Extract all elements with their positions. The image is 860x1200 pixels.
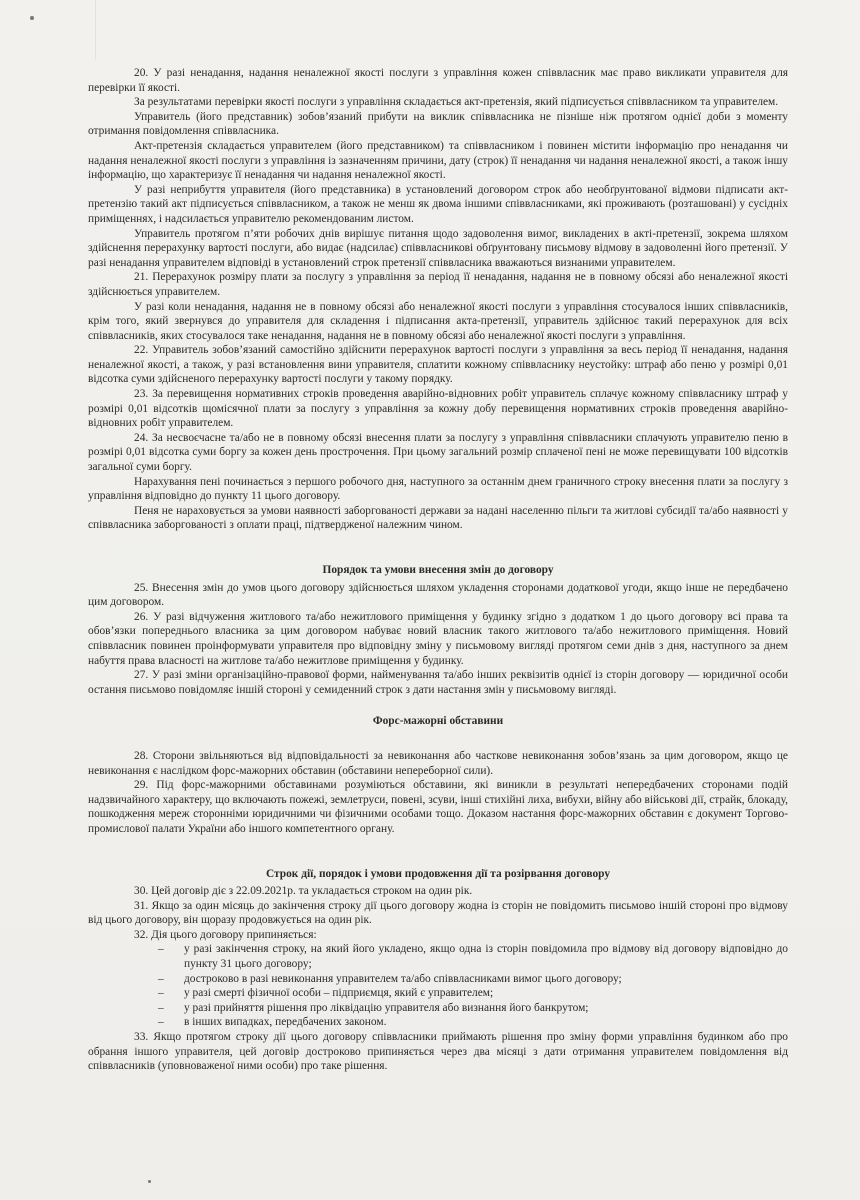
paragraph: 20. У разі ненадання, надання неналежної якості послуги з управління кожен співвласник має право викликати управителя для перевірки її якості. <box>88 67 788 94</box>
list-item: – у разі прийняття рішення про ліквідацію управителя або визнання його банкрутом; <box>158 1001 788 1016</box>
paragraph: 24. За несвоєчасне та/або не в повному обсязі внесення плати за послугу з управління співвласники сплачують управителю пеню в розмірі 0,01 відсотка суми боргу за кожен день прострочення. При цьому загальний розмір сплаченої пені не може перевищувати 100 відсотків загальної суми боргу. <box>88 431 788 474</box>
scan-speck <box>148 1180 151 1183</box>
list-item: – у разі смерті фізичної особи – підприємця, який є управителем; <box>158 986 788 1001</box>
paragraph: 23. За перевищення нормативних строків проведення аварійно-відновних робіт управитель сплачує кожному співвласнику штраф у розмірі 0,01 відсотків щомісячної плати за послугу з управління за кожну добу перевищення нормативних строків проведення аварійно-відновних робіт управителем. <box>88 388 788 430</box>
paragraph: Пеня не нараховується за умови наявності заборгованості держави за надані населенню пільги та житлові субсидії та/або наявності у співвласника заборгованості з оплати праці, підтвердженої належним чином. <box>88 504 788 532</box>
paragraph: 25. Внесення змін до умов цього договору здійснюється шляхом укладення сторонами додаткової угоди, якщо інше не передбачено цим договором. <box>88 581 788 609</box>
section-heading: Порядок та умови внесення змін до договору <box>322 564 554 576</box>
paragraph: Нарахування пені починається з першого робочого дня, наступного за останнім днем граничного строку внесення плати за послугу з управління відповідно до пункту 11 цього договору. <box>88 475 788 503</box>
paragraph: 33. Якщо протягом строку дії цього договору співвласники приймають рішення про зміну форми управління будинком або про обрання іншого управителя, цей договір достроково припиняється через два місяці з дати отримання управителем повідомлення від співвласників (уповноваженої ними особи) про таке рішення. <box>88 1031 788 1073</box>
list-item: – у разі закінчення строку, на який його укладено, якщо одна із сторін повідомила про відмову від договору відповідно до пункту 31 цього договору; <box>158 942 788 971</box>
termination-list <box>88 942 788 1030</box>
paragraph: 27. У разі зміни організаційно-правової форми, найменування та/або інших реквізитів однієї із сторін договору — юридичної особи остання письмово повідомляє іншій стороні у семиденний строк з дати настання змін у письмовому вигляді. <box>88 669 788 696</box>
section-heading: Строк дії, порядок і умови продовження дії та розірвання договору <box>265 867 611 880</box>
section-heading: Форс-мажорні обставини <box>372 715 504 728</box>
list-item: – достроково в разі невиконання управителем та/або співвласниками вимог цього договору; <box>158 972 788 987</box>
list-item: – в інших випадках, передбачених законом. <box>158 1015 788 1030</box>
paragraph: 26. У разі відчуження житлового та/або нежитлового приміщення у будинку згідно з додатком 1 до цього договору всі права та обов’язки попереднього власника за цим договором набуває новий власник такого житлового та/або нежитлового приміщення. Новий співвласник повинен проінформувати управителя про відповідну зміну у письмовому вигляді протягом семи днів з дня, наступного за днем набуття права власності на житлове та/або нежитлове приміщення у будинку. <box>88 610 788 667</box>
paragraph: 32. Дія цього договору припиняється: <box>134 928 317 941</box>
paragraph: 28. Сторони звільняються від відповідальності за невиконання або часткове невиконання зобов’язань за цим договором, якщо це невиконання є наслідком форс-мажорних обставин (обставини непереборної сили). <box>88 749 788 777</box>
document-body <box>88 66 788 1074</box>
paragraph: 31. Якщо за один місяць до закінчення строку дії цього договору жодна із сторін не повідомить письмово іншій стороні про відмову від цього договору, він щоразу продовжується на один рік. <box>88 899 788 927</box>
paragraph: 22. Управитель зобов’язаний самостійно здійснити перерахунок вартості послуги з управління за весь період її ненадання, надання неналежної якості, а також, у разі встановлення вини управителя, сплатити кожному співвласнику неустойку: штраф або пеню у розмірі 0,01 відсотка суми здійсненого перерахунку вартості послуги у такому порядку. <box>88 344 788 386</box>
paragraph: Управитель протягом п’яти робочих днів вирішує питання щодо задоволення вимог, викладених в акті-претензії, зокрема шляхом здійснення перерахунку вартості послуги, або видає (надсилає) співвласникові обґрунтовану письмову відмову в задоволенні його претензії. У разі ненадання управителем відповіді в установлений строк претензії співвласника вважаються визнаними управителем. <box>88 227 788 269</box>
scan-fold-mark <box>95 0 96 60</box>
scan-speck <box>30 16 34 20</box>
paragraph: У разі коли ненадання, надання не в повному обсязі або неналежної якості послуги з управління стосувалося інших співвласників, крім того, який звернувся до управителя для складення і підписання акта-претензії, управитель здійснює такий перерахунок для всіх співвласників, яких стосувалося таке ненадання, надання не в повному обсязі або неналежної якості послуги з управління. <box>88 300 788 342</box>
paragraph: 29. Під форс-мажорними обставинами розуміються обставини, які виникли в результаті непередбачених сторонами подій надзвичайного характеру, що включають пожежі, землетруси, повені, зсуви, інші стихійні лиха, вибухи, війну або військові дії, страйк, блокаду, пошкодження мереж сторонніми юридичними чи фізичними особами тощо. Доказом настання форс-мажорних обставин є документ Торгово-промислової палати України або іншого компетентного органу. <box>88 779 788 835</box>
paragraph: Акт-претензія складається управителем (його представником) та співвласником і повинен містити інформацію про ненадання чи надання неналежної якості послуги з управління із зазначенням причини, дату (строк) її ненадання чи надання неналежної якості, а також іншу інформацію, що характеризує її ненадання чи надання неналежної якості. <box>88 139 788 182</box>
paragraph: 21. Перерахунок розміру плати за послугу з управління за період її ненадання, надання не в повному обсязі або неналежної якості здійснюється управителем. <box>88 271 788 298</box>
paragraph: У разі неприбуття управителя (його представника) в установлений договором строк або необґрунтованої відмови підписати акт-претензію такий акт підписується співвласником, а також не менш як двома іншими співвласниками, які проживають (розташовані) у сусідніх приміщеннях, і надсилається управителю рекомендованим листом. <box>88 183 788 225</box>
paragraph: За результатами перевірки якості послуги з управління складається акт-претензія, який підписується співвласником та управителем. <box>134 96 779 109</box>
paragraph: Управитель (його представник) зобов’язаний прибути на виклик співвласника не пізніше ніж протягом однієї доби з моменту отримання повідомлення співвласника. <box>88 110 788 138</box>
paragraph: 30. Цей договір діє з 22.09.2021р. та укладається строком на один рік. <box>134 885 473 898</box>
